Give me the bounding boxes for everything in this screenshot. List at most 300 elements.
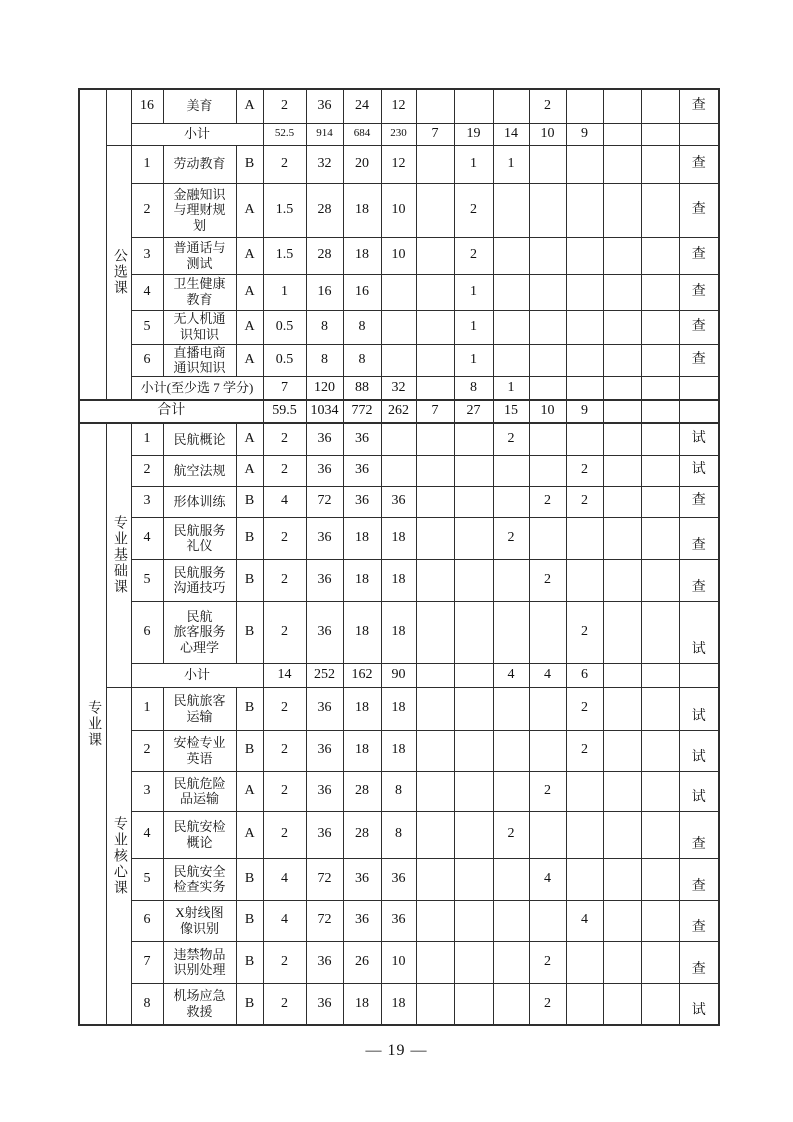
row-no: 3 [131,237,163,274]
sem-3 [493,486,529,517]
theory-hours: 18 [343,237,381,274]
total-hours: 36 [306,517,343,559]
sem-3: 4 [493,663,529,687]
exam-method: 查 [679,183,719,237]
sem-6 [603,771,641,811]
sem-2: 8 [454,376,493,400]
exam-method: 查 [679,237,719,274]
row-no: 6 [131,344,163,376]
practice-hours [381,423,416,455]
sem-2 [454,423,493,455]
theory-hours: 36 [343,486,381,517]
sem-4 [529,376,566,400]
sem-1 [416,145,454,183]
spare-col [641,423,679,455]
course-name: 民航安全 检查实务 [163,858,236,900]
credits: 0.5 [263,310,306,344]
subtotal-label: 小计 [131,123,263,145]
total-hours: 28 [306,237,343,274]
row-no: 4 [131,811,163,858]
exam-method: 查 [679,941,719,983]
spare-col [641,687,679,730]
exam-method: 查 [679,310,719,344]
course-name: 无人机通 识知识 [163,310,236,344]
row-no: 5 [131,559,163,601]
sem-4 [529,517,566,559]
course-name: 直播电商 通识知识 [163,344,236,376]
sem-2 [454,900,493,941]
sem-5 [566,237,603,274]
credits: 4 [263,900,306,941]
course-name: 民航安检 概论 [163,811,236,858]
sem-3 [493,237,529,274]
course-row [79,310,719,344]
row-no: 3 [131,771,163,811]
course-type: A [236,183,263,237]
category-label-outer [79,89,106,400]
sem-5 [566,941,603,983]
course-row [79,274,719,310]
course-row [79,811,719,858]
sem-6 [603,123,641,145]
sem-4 [529,344,566,376]
spare-col [641,183,679,237]
sem-1 [416,900,454,941]
sem-4 [529,900,566,941]
spare-col [641,123,679,145]
row-no: 16 [131,89,163,123]
sem-3 [493,900,529,941]
row-no: 2 [131,730,163,771]
course-row [79,601,719,663]
course-type: B [236,983,263,1025]
sem-5 [566,183,603,237]
sem-4 [529,183,566,237]
sem-5 [566,145,603,183]
sem-1 [416,730,454,771]
exam-method [679,663,719,687]
credits: 7 [263,376,306,400]
sem-4: 10 [529,123,566,145]
sem-1: 7 [416,123,454,145]
sem-6 [603,941,641,983]
course-type: A [236,310,263,344]
subtotal-label: 小计 [131,663,263,687]
practice-hours: 18 [381,601,416,663]
sem-1 [416,89,454,123]
theory-hours: 8 [343,344,381,376]
theory-hours: 8 [343,310,381,344]
sem-6 [603,423,641,455]
sem-5: 2 [566,486,603,517]
curriculum-table-body [79,89,719,1025]
practice-hours: 90 [381,663,416,687]
sem-3 [493,274,529,310]
course-row [79,423,719,455]
course-row [79,559,719,601]
sem-6 [603,237,641,274]
sem-4: 2 [529,771,566,811]
course-type: B [236,517,263,559]
exam-method [679,123,719,145]
sem-2 [454,811,493,858]
sem-3: 2 [493,423,529,455]
sem-3: 2 [493,811,529,858]
course-name: 形体训练 [163,486,236,517]
credits: 2 [263,559,306,601]
sem-6 [603,983,641,1025]
theory-hours: 684 [343,123,381,145]
sem-6 [603,376,641,400]
sem-3 [493,344,529,376]
sem-2 [454,517,493,559]
exam-method: 查 [679,900,719,941]
course-name: 民航危险 品运输 [163,771,236,811]
category-label-outer: 专业课 [79,423,106,1025]
course-type: A [236,274,263,310]
credits: 2 [263,601,306,663]
theory-hours: 16 [343,274,381,310]
sem-1 [416,183,454,237]
spare-col [641,400,679,423]
course-type: B [236,941,263,983]
practice-hours [381,274,416,310]
spare-col [641,601,679,663]
sem-6 [603,145,641,183]
course-row [79,687,719,730]
sem-1 [416,237,454,274]
theory-hours: 28 [343,771,381,811]
sem-4 [529,237,566,274]
course-type: B [236,145,263,183]
sem-3 [493,310,529,344]
category-label-sub [106,89,131,145]
subtotal-row [79,376,719,400]
exam-method: 查 [679,344,719,376]
sem-6 [603,455,641,486]
sem-2 [454,89,493,123]
sem-2 [454,858,493,900]
sem-4 [529,145,566,183]
sem-6 [603,730,641,771]
credits: 2 [263,89,306,123]
course-row [79,89,719,123]
spare-col [641,983,679,1025]
sem-3 [493,455,529,486]
sem-6 [603,811,641,858]
practice-hours: 10 [381,941,416,983]
practice-hours [381,310,416,344]
sem-5 [566,858,603,900]
sem-3: 1 [493,376,529,400]
credits: 4 [263,486,306,517]
course-type: A [236,89,263,123]
theory-hours: 18 [343,183,381,237]
practice-hours: 262 [381,400,416,423]
sem-3 [493,858,529,900]
course-type: B [236,900,263,941]
course-name: 民航服务 沟通技巧 [163,559,236,601]
sem-1 [416,771,454,811]
sem-6 [603,517,641,559]
theory-hours: 18 [343,687,381,730]
sem-4: 2 [529,559,566,601]
sem-1 [416,376,454,400]
theory-hours: 20 [343,145,381,183]
sem-6 [603,559,641,601]
total-hours: 8 [306,344,343,376]
sem-5: 2 [566,455,603,486]
total-hours: 36 [306,89,343,123]
sem-1 [416,811,454,858]
exam-method: 试 [679,730,719,771]
sem-6 [603,310,641,344]
practice-hours: 18 [381,730,416,771]
practice-hours: 12 [381,89,416,123]
sem-3: 15 [493,400,529,423]
sem-6 [603,601,641,663]
sem-3: 1 [493,145,529,183]
course-row [79,730,719,771]
sem-5: 4 [566,900,603,941]
sem-2: 2 [454,183,493,237]
theory-hours: 26 [343,941,381,983]
sem-1 [416,663,454,687]
course-name: 民航旅客 运输 [163,687,236,730]
theory-hours: 18 [343,517,381,559]
spare-col [641,900,679,941]
sem-3 [493,983,529,1025]
sem-5: 2 [566,601,603,663]
sem-2: 1 [454,145,493,183]
theory-hours: 18 [343,730,381,771]
curriculum-table [78,88,720,1026]
course-name: 机场应急 救援 [163,983,236,1025]
sem-4: 2 [529,983,566,1025]
course-row [79,237,719,274]
total-hours: 72 [306,486,343,517]
sem-1 [416,455,454,486]
theory-hours: 36 [343,900,381,941]
course-name: 普通话与 测试 [163,237,236,274]
sem-1: 7 [416,400,454,423]
course-name: 违禁物品 识别处理 [163,941,236,983]
credits: 2 [263,145,306,183]
exam-method: 查 [679,486,719,517]
sem-5: 9 [566,123,603,145]
sem-2: 1 [454,274,493,310]
course-row [79,344,719,376]
theory-hours: 772 [343,400,381,423]
sem-2 [454,663,493,687]
sem-5 [566,274,603,310]
course-type: B [236,559,263,601]
practice-hours: 36 [381,900,416,941]
course-name: 航空法规 [163,455,236,486]
sem-3 [493,687,529,730]
course-type: B [236,687,263,730]
sem-3 [493,559,529,601]
course-type: B [236,730,263,771]
exam-method: 试 [679,423,719,455]
sem-6 [603,400,641,423]
course-row [79,983,719,1025]
course-type: B [236,858,263,900]
sem-4 [529,423,566,455]
subtotal-row [79,123,719,145]
credits: 2 [263,983,306,1025]
credits: 2 [263,517,306,559]
sem-2 [454,687,493,730]
sem-3 [493,730,529,771]
practice-hours: 18 [381,517,416,559]
practice-hours [381,455,416,486]
spare-col [641,858,679,900]
sem-2: 27 [454,400,493,423]
course-type: A [236,455,263,486]
subtotal-row [79,663,719,687]
exam-method [679,400,719,423]
category-label-sub: 公选课 [106,145,131,400]
total-hours: 36 [306,601,343,663]
course-row [79,486,719,517]
sem-6 [603,274,641,310]
sem-1 [416,983,454,1025]
exam-method: 试 [679,983,719,1025]
sem-6 [603,663,641,687]
sem-1 [416,858,454,900]
sem-2 [454,559,493,601]
exam-method: 试 [679,601,719,663]
theory-hours: 36 [343,423,381,455]
sem-1 [416,601,454,663]
total-hours: 32 [306,145,343,183]
exam-method: 查 [679,89,719,123]
row-no: 8 [131,983,163,1025]
course-row [79,183,719,237]
sem-5 [566,89,603,123]
credits: 2 [263,811,306,858]
sem-4: 10 [529,400,566,423]
sem-5 [566,376,603,400]
theory-hours: 18 [343,983,381,1025]
course-name: 民航 旅客服务 心理学 [163,601,236,663]
sem-5 [566,517,603,559]
spare-col [641,730,679,771]
sem-6 [603,858,641,900]
sem-5 [566,423,603,455]
total-hours: 8 [306,310,343,344]
row-no: 2 [131,183,163,237]
sem-5 [566,771,603,811]
practice-hours: 10 [381,183,416,237]
theory-hours: 18 [343,559,381,601]
sem-1 [416,344,454,376]
course-row [79,517,719,559]
course-type: B [236,601,263,663]
practice-hours: 8 [381,811,416,858]
sem-4 [529,601,566,663]
exam-method: 试 [679,455,719,486]
sem-1 [416,274,454,310]
sem-3: 14 [493,123,529,145]
sem-4 [529,730,566,771]
total-hours: 28 [306,183,343,237]
sem-5: 2 [566,730,603,771]
spare-col [641,663,679,687]
practice-hours: 36 [381,858,416,900]
total-hours: 36 [306,559,343,601]
spare-col [641,941,679,983]
sem-4 [529,310,566,344]
total-hours: 36 [306,687,343,730]
sem-2 [454,983,493,1025]
spare-col [641,310,679,344]
sem-5 [566,559,603,601]
theory-hours: 88 [343,376,381,400]
course-type: A [236,811,263,858]
course-row [79,858,719,900]
total-hours: 1034 [306,400,343,423]
practice-hours: 12 [381,145,416,183]
theory-hours: 28 [343,811,381,858]
exam-method: 查 [679,274,719,310]
row-no: 3 [131,486,163,517]
total-hours: 16 [306,274,343,310]
sem-2 [454,730,493,771]
spare-col [641,811,679,858]
spare-col [641,455,679,486]
spare-col [641,771,679,811]
theory-hours: 18 [343,601,381,663]
exam-method: 试 [679,687,719,730]
sem-3 [493,601,529,663]
sem-2 [454,486,493,517]
exam-method: 查 [679,517,719,559]
category-label-sub: 专业核心课 [106,687,131,1025]
sem-4: 2 [529,941,566,983]
total-hours: 72 [306,900,343,941]
credits: 1 [263,274,306,310]
total-hours: 36 [306,983,343,1025]
sem-4: 2 [529,89,566,123]
grand-total-label: 合计 [79,400,263,423]
sem-3 [493,89,529,123]
sem-4 [529,455,566,486]
sem-4 [529,811,566,858]
sem-2 [454,771,493,811]
credits: 2 [263,771,306,811]
spare-col [641,89,679,123]
course-name: 美育 [163,89,236,123]
spare-col [641,274,679,310]
course-row [79,941,719,983]
course-row [79,455,719,486]
row-no: 7 [131,941,163,983]
row-no: 1 [131,145,163,183]
sem-6 [603,183,641,237]
sem-1 [416,423,454,455]
course-row [79,900,719,941]
course-row [79,145,719,183]
total-hours: 72 [306,858,343,900]
row-no: 1 [131,423,163,455]
grand-total-row [79,400,719,423]
theory-hours: 24 [343,89,381,123]
exam-method: 查 [679,858,719,900]
sem-5 [566,983,603,1025]
course-name: 民航服务 礼仪 [163,517,236,559]
